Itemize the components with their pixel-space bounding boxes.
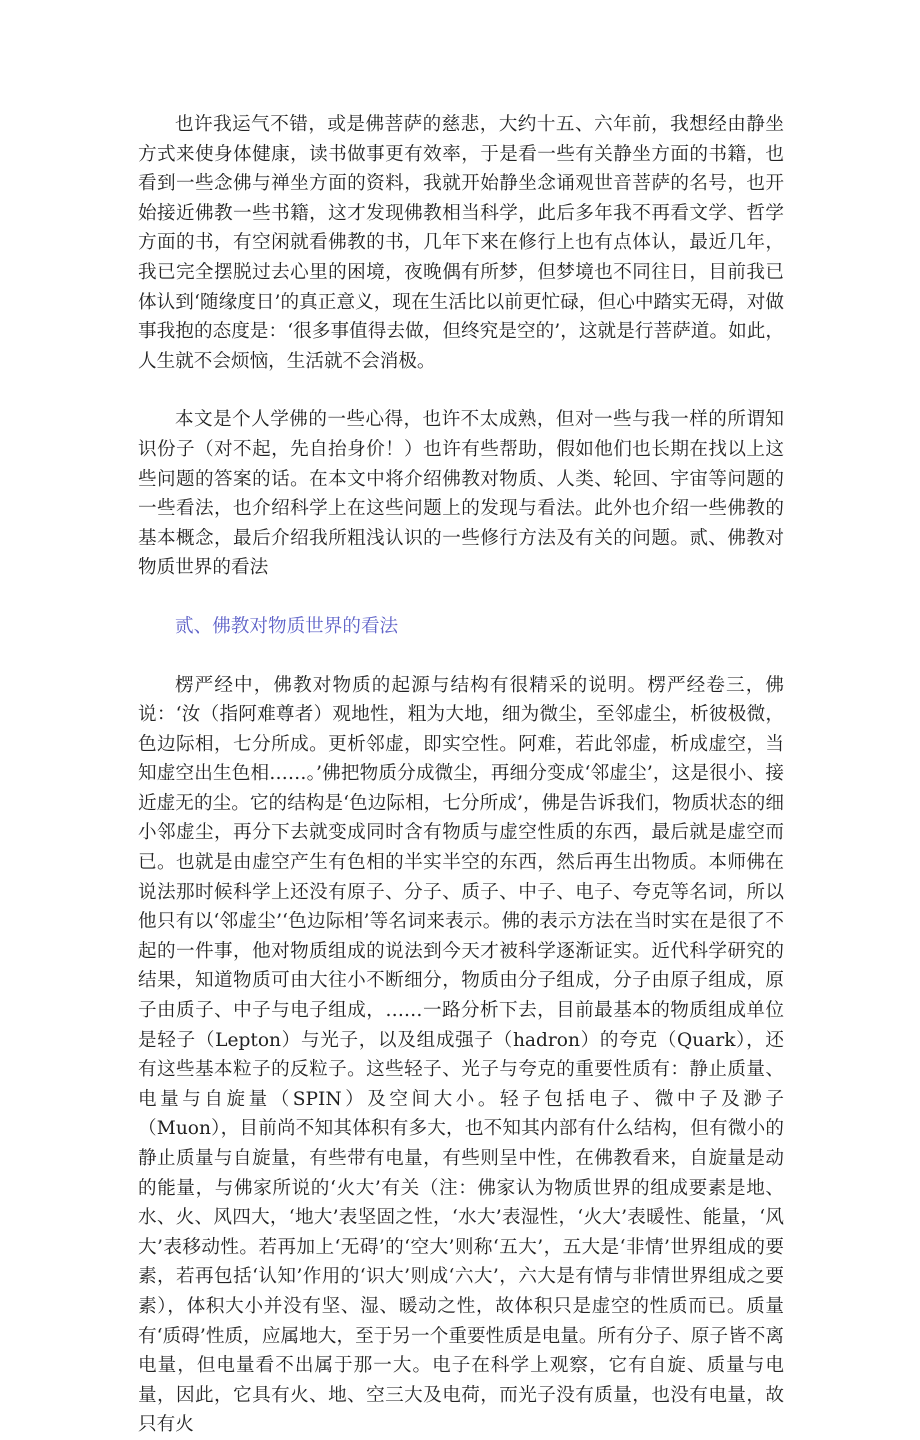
paragraph-intro: 也许我运气不错，或是佛菩萨的慈悲，大约十五、六年前，我想经由静坐方式来使身体健康，读书做事更有效率，于是看一些有关静坐方面的书籍，也看到一些念佛与禅坐方面的资料，我就开始静坐念诵观世音菩萨的名号，也开始接近佛教一些书籍，这才发现佛教相当科学，此后多年我不再看文学、哲学方面的书，有空闲就看佛教的书，几年下来在修行上也有点体认，最近几年，我已完全摆脱过去心里的困境，夜晚偶有所梦，但梦境也不同往日，目前我已体认到‘随缘度日’的真正意义，现在生活比以前更忙碌，但心中踏实无碍，对做事我抱的态度是：‘很多事值得去做，但终究是空的’，这就是行菩萨道。如此，人生就不会烦恼，生活就不会消极。 <box>138 114 784 372</box>
paragraph-purpose: 本文是个人学佛的一些心得，也许不太成熟，但对一些与我一样的所谓知识份子（对不起，先自抬身价！）也许有些帮助，假如他们也长期在找以上这些问题的答案的话。在本文中将介绍佛教对物质、人类、轮回、宇宙等问题的一些看法，也介绍科学上在这些问题上的发现与看法。此外也介绍一些佛教的基本概念，最后介绍我所粗浅认识的一些修行方法及有关的问题。贰、佛教对物质世界的看法 <box>138 409 784 579</box>
paragraph-section-body: 楞严经中，佛教对物质的起源与结构有很精采的说明。楞严经卷三，佛说：‘汝（指阿难尊者）观地性，粗为大地，细为微尘，至邻虚尘，析彼极微，色边际相，七分所成。更析邻虚，即实空性。阿难，若此邻虚，析成虚空，当知虚空出生色相……。’佛把物质分成微尘，再细分变成‘邻虚尘’，这是很小、接近虚无的尘。它的结构是‘色边际相，七分所成’，佛是告诉我们，物质状态的细小邻虚尘，再分下去就变成同时含有物质与虚空性质的东西，最后就是虚空而已。也就是由虚空产生有色相的半实半空的东西，然后再生出物质。本师佛在说法那时候科学上还没有原子、分子、质子、中子、电子、夸克等名词，所以他只有以‘邻虚尘’‘色边际相’等名词来表示。佛的表示方法在当时实在是很了不起的一件事，他对物质组成的说法到今天才被科学逐渐证实。近代科学研究的结果，知道物质可由大往小不断细分，物质由分子组成，分子由原子组成，原子由质子、中子与电子组成，……一路分析下去，目前最基本的物质组成单位是轻子（Lepton）与光子，以及组成强子（hadron）的夸克（Quark），还有这些基本粒子的反粒子。这些轻子、光子与夸克的重要性质有：静止质量、电量与自旋量（SPIN）及空间大小。轻子包括电子、微中子及渺子（Muon），目前尚不知其体积有多大，也不知其内部有什么结构，但有微小的静止质量与自旋量，有些带有电量，有些则呈中性，在佛教看来，自旋量是动的能量，与佛家所说的‘火大’有关（注：佛家认为物质世界的组成要素是地、水、火、风四大，‘地大’表坚固之性，‘水大’表湿性，‘火大’表暖性、能量，‘风大’表移动性。若再加上‘无碍’的‘空大’则称‘五大’，五大是‘非情’世界组成的要素，若再包括‘认知’作用的‘识大’则成‘六大’，六大是有情与非情世界组成之要素），体积大小并没有坚、湿、暖动之性，故体积只是虚空的性质而已。质量有‘质碍’性质，应属地大，至于另一个重要性质是电量。所有分子、原子皆不离电量，但电量看不出属于那一大。电子在科学上观察，它有自旋、质量与电量，因此，它具有火、地、空三大及电荷，而光子没有质量，也没有电量，故只有火 <box>138 674 784 1436</box>
document-body <box>138 110 784 1440</box>
section-heading: 贰、佛教对物质世界的看法 <box>175 615 399 637</box>
